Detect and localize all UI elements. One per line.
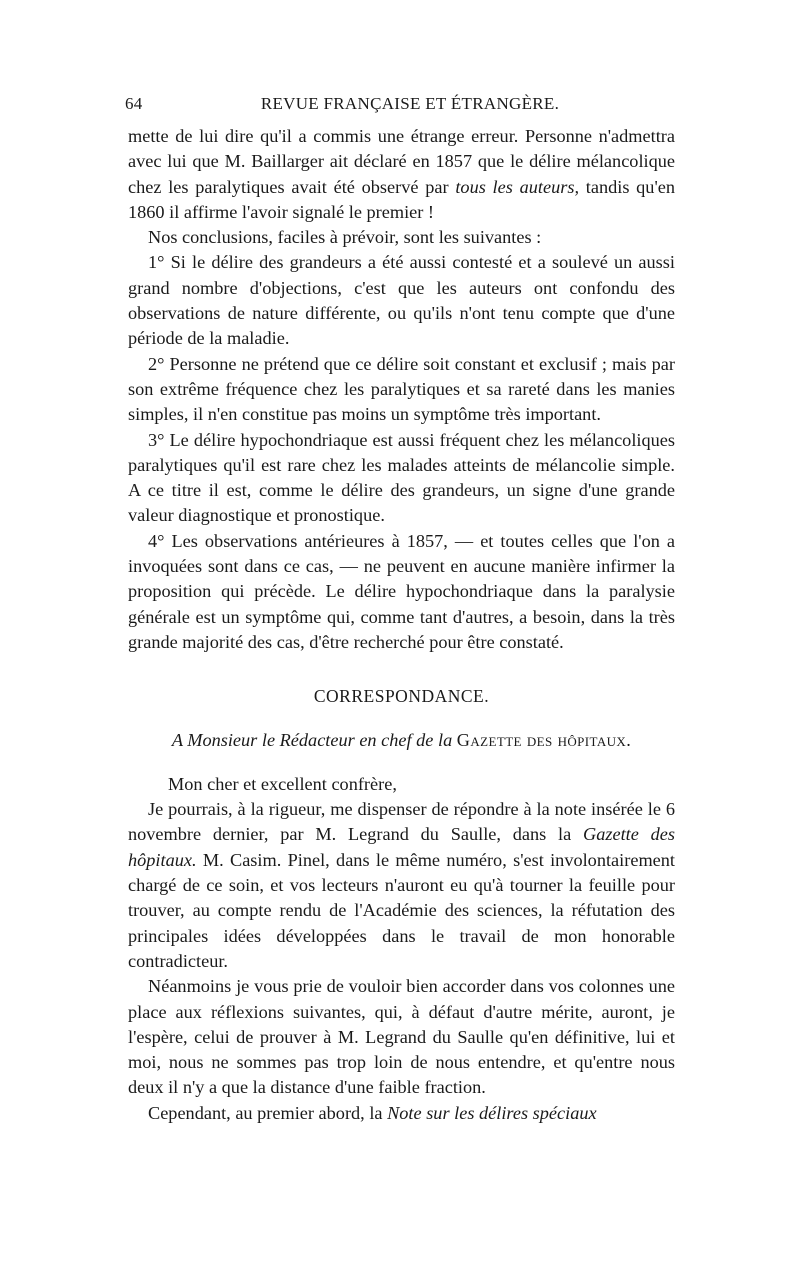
paragraph-text: mette de lui dire qu'il a commis une étrange erreur. Personne n'admettra avec lui que M. Baillarger ait déclaré en 1857 que le délire mélancolique chez les paralytiques avait été observé par: [128, 126, 675, 197]
paragraph-text: Je pourrais, à la rigueur, me dispenser de répondre à la note insérée le 6 novembre dernier, par M. Legrand du Saulle, dans la: [128, 799, 675, 845]
letter-salutation: Mon cher et excellent confrère,: [168, 773, 397, 794]
paragraph-text: Cependant, au premier abord, la: [148, 1102, 383, 1123]
address-text: A Monsieur le Rédacteur en chef de la: [171, 729, 453, 750]
paragraph-continuation: [128, 124, 675, 225]
emphasis-text: Note sur les délires spéciaux: [387, 1102, 597, 1123]
letter-paragraph-1: [128, 797, 675, 974]
address-journal: Gazette des hôpitaux.: [456, 729, 632, 750]
paragraph-conclusion-2: 2° Personne ne prétend que ce délire soit constant et exclusif ; mais par son extrême fréquence chez les paralytiques et sa rareté dans les manies simples, il n'en constitue pas moins un symptôme très important.: [128, 353, 675, 425]
page-header: [125, 94, 675, 114]
paragraph-text: M. Casim. Pinel, dans le même numéro, s'est involontairement chargé de ce soin, et vos lecteurs n'auront eu qu'à tourner la feuille pour trouver, au compte rendu de l'Académie des sciences, la réfutation des principales idées développées dans le travail de mon honorable contradicteur.: [128, 849, 675, 971]
letter-paragraph-3: [128, 1101, 675, 1126]
body-text: [128, 124, 675, 1126]
running-head: REVUE FRANÇAISE ET ÉTRANGÈRE.: [260, 94, 560, 113]
paragraph-conclusion-3: 3° Le délire hypochondriaque est aussi fréquent chez les mélancoliques paralytiques qu'il est rare chez les malades atteints de mélancolie simple. A ce titre il est, comme le délire des grandeurs, un signe d'une grande valeur diagnostique et pronostique.: [128, 429, 675, 526]
paragraph-conclusion-4: 4° Les observations antérieures à 1857, — et toutes celles que l'on a invoquées sont dans ce cas, — ne peuvent en aucune manière infirmer la proposition qui précède. Le délire hypochondriaque dans la paralysie générale est un symptôme qui, comme tant d'autres, a besoin, dans la très grande majorité des cas, d'être recherché pour être constaté.: [128, 530, 675, 652]
paragraph-text: tandis qu'en 1860 il affirme l'avoir signalé le premier !: [128, 176, 675, 222]
paragraph-conclusions-intro: Nos conclusions, faciles à prévoir, sont les suivantes :: [148, 227, 542, 248]
letter-address: [128, 728, 675, 753]
emphasis-text: Gazette des hôpitaux.: [128, 824, 675, 870]
page-number: 64: [125, 94, 143, 113]
paragraph-conclusion-1: 1° Si le délire des grandeurs a été aussi contesté et a soulevé un aussi grand nombre d'objections, c'est que les auteurs ont confondu des observations de nature différente, ou qu'ils n'ont tenu compte que d'une période de la maladie.: [128, 252, 675, 349]
emphasis-text: tous les auteurs,: [455, 176, 580, 197]
section-title: CORRESPONDANCE.: [313, 686, 490, 707]
letter-paragraph-2: Néanmoins je vous prie de vouloir bien accorder dans vos colonnes une place aux réflexions suivantes, qui, à défaut d'autre mérite, auront, je l'espère, celui de prouver à M. Legrand du Saulle qu'en définitive, lui et moi, nous ne sommes pas trop loin de nous entendre, et qu'entre nous deux il n'y a que la distance d'une faible fraction.: [128, 976, 675, 1098]
